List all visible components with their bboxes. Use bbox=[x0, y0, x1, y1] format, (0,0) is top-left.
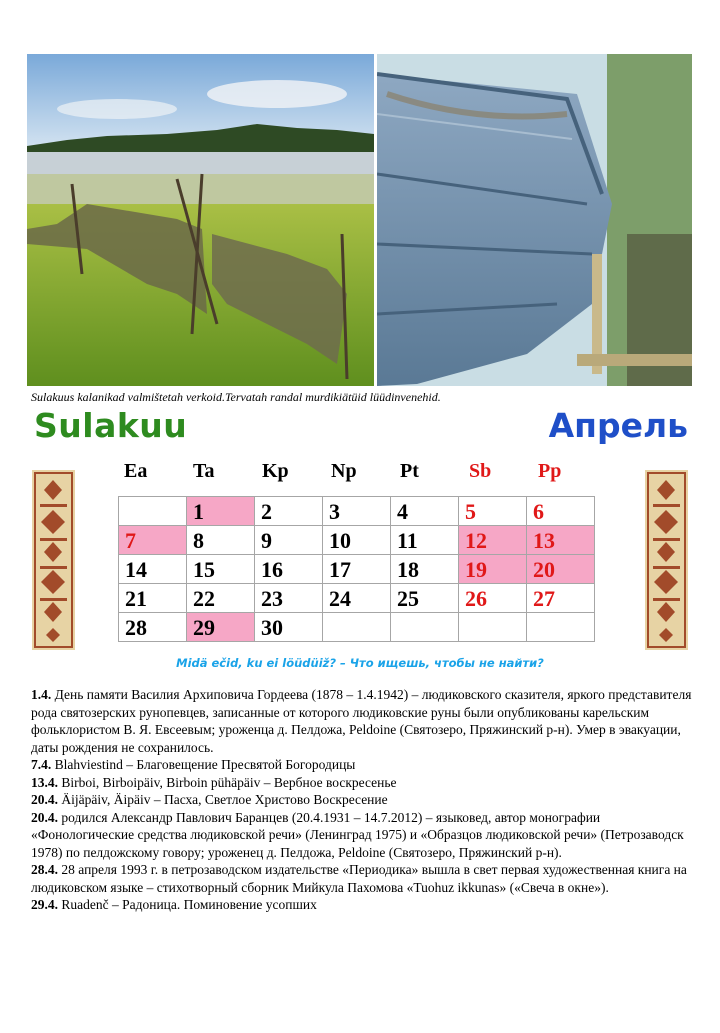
calendar-day: 9 bbox=[255, 526, 323, 555]
calendar-day: 26 bbox=[459, 584, 527, 613]
note-date: 1.4. bbox=[31, 687, 52, 702]
calendar-day bbox=[119, 497, 187, 526]
note-text: Birboi, Birboipäiv, Birboin pühäpäiv – Вербное воскресенье bbox=[58, 774, 397, 790]
photo-fishing-nets bbox=[27, 54, 374, 386]
weekday-label: Ta bbox=[193, 460, 215, 482]
note-date: 29.4. bbox=[31, 897, 58, 912]
calendar-day: 3 bbox=[323, 497, 391, 526]
calendar-day: 13 bbox=[527, 526, 595, 555]
calendar-day: 22 bbox=[187, 584, 255, 613]
weekday-label: Pt bbox=[400, 460, 419, 482]
calendar-day: 14 bbox=[119, 555, 187, 584]
note-date: 7.4. bbox=[31, 757, 52, 772]
photo-boat bbox=[377, 54, 692, 386]
calendar-day: 5 bbox=[459, 497, 527, 526]
calendar-day: 28 bbox=[119, 613, 187, 642]
calendar-day: 19 bbox=[459, 555, 527, 584]
calendar-day: 30 bbox=[255, 613, 323, 642]
calendar-day: 4 bbox=[391, 497, 459, 526]
calendar-week bbox=[119, 497, 595, 526]
calendar-day: 27 bbox=[527, 584, 595, 613]
calendar-day: 17 bbox=[323, 555, 391, 584]
weekday-label: Pp bbox=[538, 460, 562, 482]
note-entry bbox=[31, 756, 693, 774]
note-text: Ruadenč – Радоница. Поминовение усопших bbox=[58, 897, 317, 912]
note-entry bbox=[31, 686, 693, 756]
note-date: 20.4. bbox=[31, 809, 58, 825]
calendar-day: 18 bbox=[391, 555, 459, 584]
calendar-day: 16 bbox=[255, 555, 323, 584]
note-text: Blahviestind – Благовещение Пресвятой Богородицы bbox=[51, 757, 356, 772]
photo-caption: Sulakuus kalanikad valmištetah verkoid.Tervatah randal murdikiätüid lüüdinvenehid. bbox=[31, 390, 441, 404]
note-entry bbox=[31, 896, 693, 914]
calendar-day: 15 bbox=[187, 555, 255, 584]
calendar-week bbox=[119, 613, 595, 642]
weekday-label: Sb bbox=[469, 460, 492, 482]
calendar-week bbox=[119, 584, 595, 613]
note-entry bbox=[31, 791, 693, 809]
note-date: 28.4. bbox=[31, 862, 58, 877]
proverb: Midä ečid, ku ei löüdüiž? – Что ищешь, чтобы не найти? bbox=[176, 656, 544, 670]
weekday-label: Kp bbox=[262, 460, 289, 482]
note-text: День памяти Василия Архиповича Гордеева (1878 – 1.4.1942) – людиковского сказителя, яркого представителя рода святозерских рунопевцев, записанные от которого людиковские руны были опубликованы карельским фольклористом В. Я. Евсеевым; уроженца д. Пелдожа, Peldoine (Святозеро, Пряжинский р-н). Умер в эвакуации, даты рождения не сохранилось. bbox=[31, 687, 692, 755]
calendar-day bbox=[527, 613, 595, 642]
ornament-left bbox=[32, 470, 75, 650]
calendar-day: 25 bbox=[391, 584, 459, 613]
month-title-russian: Апрель bbox=[548, 406, 688, 445]
calendar-day: 7 bbox=[119, 526, 187, 555]
note-text: Äijäpäiv, Äipäiv – Пасха, Светлое Христово Воскресение bbox=[58, 792, 388, 807]
calendar-day bbox=[459, 613, 527, 642]
calendar-day: 10 bbox=[323, 526, 391, 555]
calendar-day: 2 bbox=[255, 497, 323, 526]
note-entry bbox=[31, 809, 693, 862]
notes-list bbox=[31, 686, 693, 914]
calendar-day: 23 bbox=[255, 584, 323, 613]
calendar-day: 11 bbox=[391, 526, 459, 555]
calendar-day bbox=[391, 613, 459, 642]
calendar-grid bbox=[118, 496, 595, 642]
month-title-estonian: Sulakuu bbox=[34, 406, 188, 445]
weekday-label: Ea bbox=[124, 460, 148, 482]
calendar-day: 20 bbox=[527, 555, 595, 584]
calendar-day: 21 bbox=[119, 584, 187, 613]
calendar-day: 8 bbox=[187, 526, 255, 555]
note-date: 20.4. bbox=[31, 792, 58, 807]
calendar-day: 29 bbox=[187, 613, 255, 642]
calendar-day bbox=[323, 613, 391, 642]
note-text: родился Александр Павлович Баранцев (20.4.1931 – 14.7.2012) – языковед, автор монографии «Фонологические средства людиковской речи» (Ленинград 1975) и «Образцов людиковской речи» (Петрозаводск 1978) по пелдожскому говору; уроженец д. Пелдожа, Peldoine (Святозеро, Пряжинский р-н). bbox=[31, 809, 684, 860]
weekday-label: Np bbox=[331, 460, 357, 482]
calendar-week bbox=[119, 555, 595, 584]
ornament-right bbox=[645, 470, 688, 650]
note-date: 13.4. bbox=[31, 774, 58, 790]
note-text: 28 апреля 1993 г. в петрозаводском издательстве «Периодика» вышла в свет первая художественная книга на людиковском языке – стихотворный сборник Мийкула Пахомова «Tuohuz ikkunas» («Свеча в окне»). bbox=[31, 862, 687, 895]
calendar-day: 6 bbox=[527, 497, 595, 526]
calendar-week bbox=[119, 526, 595, 555]
weekday-header bbox=[118, 460, 602, 483]
note-entry bbox=[31, 861, 693, 896]
calendar-day: 12 bbox=[459, 526, 527, 555]
calendar-day: 1 bbox=[187, 497, 255, 526]
calendar-day: 24 bbox=[323, 584, 391, 613]
note-entry bbox=[31, 774, 693, 792]
